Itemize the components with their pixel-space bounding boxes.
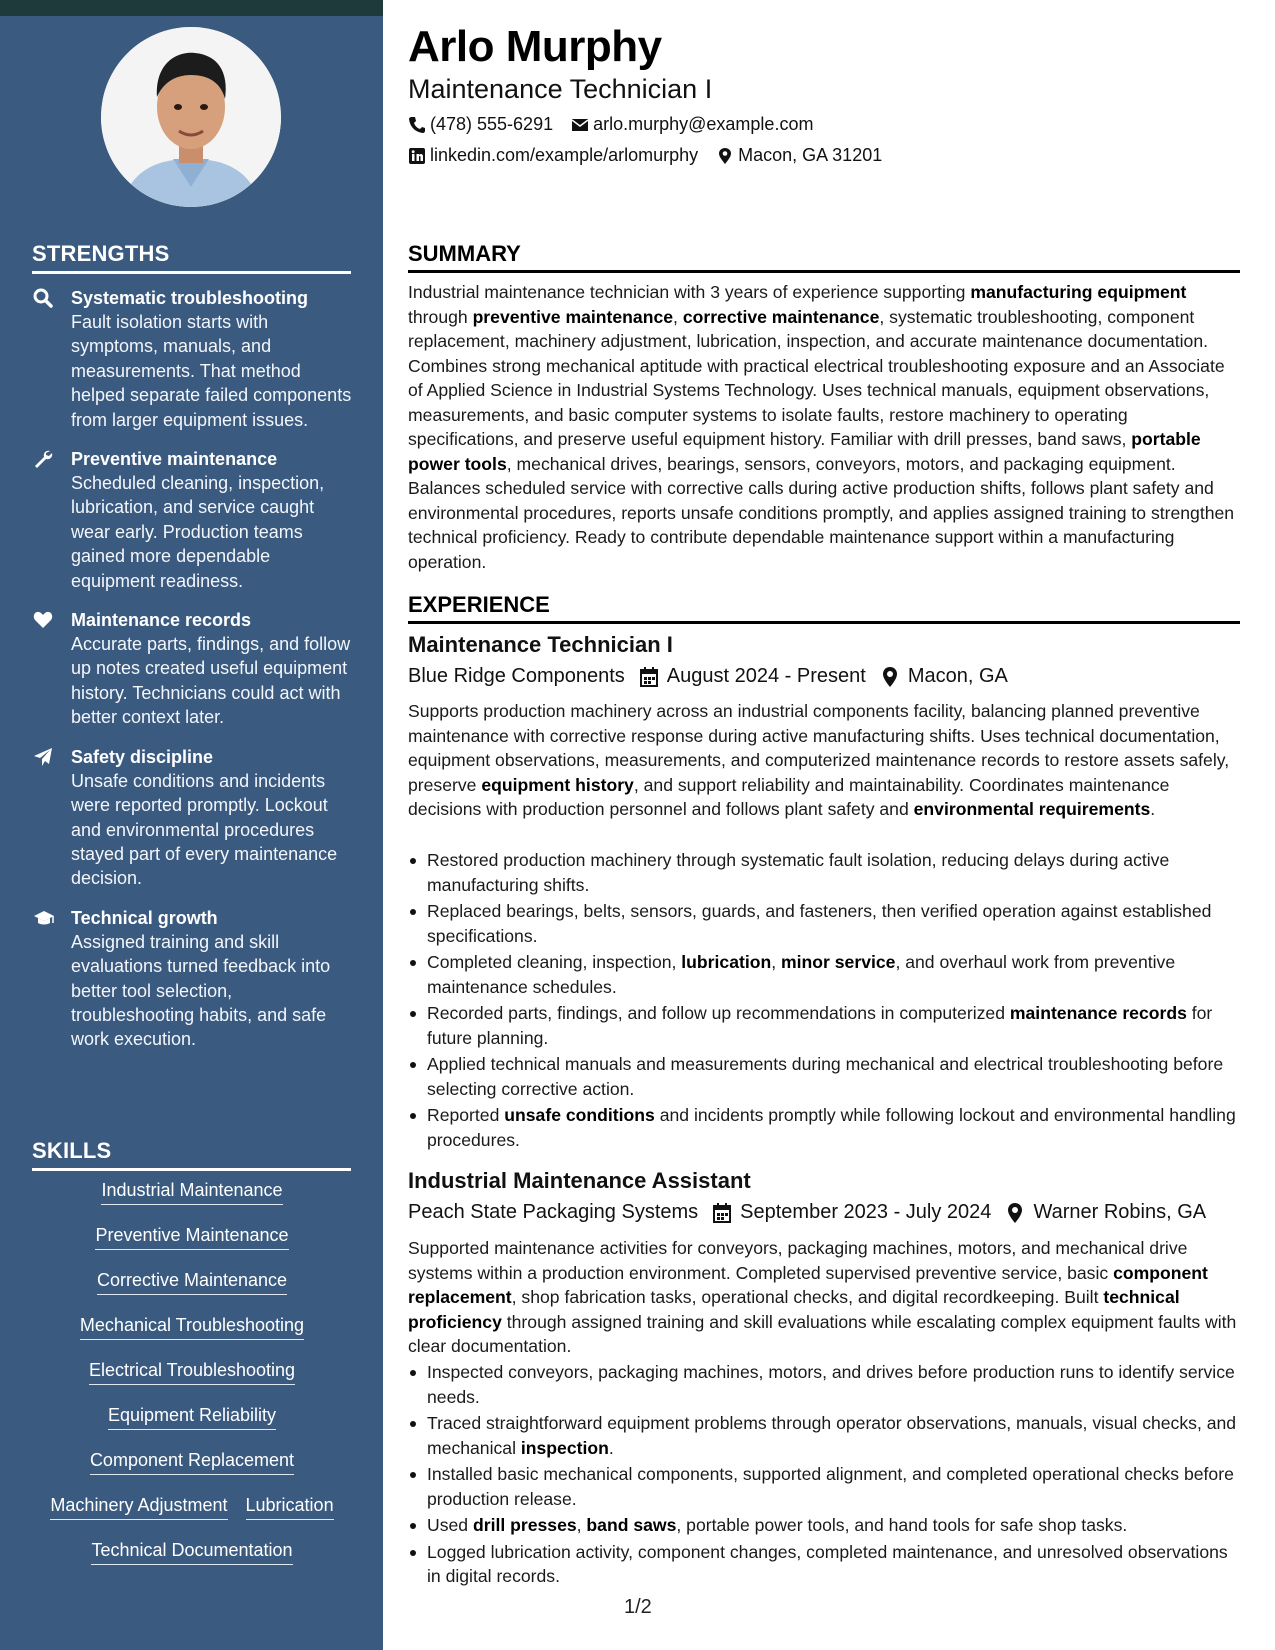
bullet-item: Replaced bearings, belts, sensors, guards, and fasteners, then verified operation against established specifications. xyxy=(408,899,1240,948)
job-title: Industrial Maintenance Assistant xyxy=(408,1168,751,1193)
summary-heading: SUMMARY xyxy=(408,241,1240,273)
bold-phrase: drill presses xyxy=(472,1515,577,1535)
bullet-item: Recorded parts, findings, and follow up recommendations in computerized maintenance records for future planning. xyxy=(408,1001,1240,1050)
candidate-title: Maintenance Technician I xyxy=(408,74,713,104)
bullet-item: Restored production machinery through systematic fault isolation, reducing delays during active manufacturing shifts. xyxy=(408,848,1240,897)
bold-phrase: minor service xyxy=(781,952,896,972)
location-text: Macon, GA 31201 xyxy=(738,145,883,165)
bold-phrase: preventive maintenance xyxy=(472,306,674,327)
job-title: Maintenance Technician I xyxy=(408,632,673,657)
bold-phrase: unsafe conditions xyxy=(504,1105,655,1125)
job-bullets xyxy=(408,848,1240,1154)
strength-title: Maintenance records xyxy=(71,610,252,631)
bullet-item: Traced straightforward equipment problems through operator observations, manuals, visual checks, and mechanical inspection. xyxy=(408,1411,1240,1460)
phone-item xyxy=(408,114,553,135)
sidebar xyxy=(0,0,383,1650)
bold-phrase: maintenance records xyxy=(1009,1003,1187,1023)
wrench-icon xyxy=(33,449,55,469)
bold-phrase: inspection xyxy=(520,1437,609,1458)
bold-phrase: band saws xyxy=(586,1515,677,1535)
strength-title: Technical growth xyxy=(71,907,218,928)
summary-text: Industrial maintenance technician with 3 years of experience supporting manufacturing equipment through preventive maintenance, corrective maintenance, systematic troubleshooting, component replacement, machinery adjustment, lubrication, inspection, and accurate maintenance documentation. Combines strong mechanical aptitude with practical electrical troubleshooting exposure and an Associate of Applied Science in Industrial Systems Technology. Uses technical manuals, equipment observations, measurements, and basic computer systems to isolate faults, restore machinery to operating specifications, and preserve useful equipment history. Familiar with drill presses, band saws, portable power tools, mechanical drives, bearings, sensors, conveyors, motors, and packaging equipment. Balances scheduled service with corrective calls during active production shifts, follows plant safety and environmental procedures, reports unsafe conditions promptly, and applies assigned training to strengthen technical proficiency. Ready to contribute dependable maintenance support within a manufacturing operation. xyxy=(408,282,1235,572)
linkedin-item[interactable] xyxy=(408,145,698,166)
email-item[interactable] xyxy=(571,114,813,135)
bullet-item: Reported unsafe conditions and incidents promptly while following lockout and environmental handling procedures. xyxy=(408,1103,1240,1152)
page-number: 1/2 xyxy=(624,1596,652,1618)
location-item xyxy=(716,145,882,166)
strength-title: Safety discipline xyxy=(71,746,214,767)
candidate-name: Arlo Murphy xyxy=(408,22,662,71)
skill-tag: Equipment Reliability xyxy=(108,1403,276,1430)
job-dates: September 2023 - July 2024 xyxy=(740,1201,992,1223)
strength-item xyxy=(32,447,352,593)
phone-icon xyxy=(408,116,426,134)
bullet-item: Completed cleaning, inspection, lubrication, minor service, and overhaul work from preventive maintenance schedules. xyxy=(408,950,1240,999)
paper-plane-icon xyxy=(33,747,55,767)
strength-description: Accurate parts, findings, and follow up notes created useful equipment history. Technicians could act with better context later. xyxy=(71,634,351,728)
skill-tag: Corrective Maintenance xyxy=(97,1268,287,1295)
linkedin-text: linkedin.com/example/arlomurphy xyxy=(430,145,699,165)
strengths-list xyxy=(32,286,352,1067)
envelope-icon xyxy=(571,116,589,134)
strength-item xyxy=(32,906,352,1052)
job-dates: August 2024 - Present xyxy=(666,665,866,687)
strength-item xyxy=(32,745,352,891)
bold-phrase: portable power tools xyxy=(408,429,1201,474)
job-description: Supported maintenance activities for conveyors, packaging machines, motors, and mechanical drive systems within a production environment. Completed supervised preventive service, basic component replacement, shop fabrication tasks, operational checks, and digital recordkeeping. Built technical proficiency through assigned training and skill evaluations while escalating complex equipment faults with clear documentation. xyxy=(408,1238,1237,1356)
bullet-item: Used drill presses, band saws, portable power tools, and hand tools for safe shop tasks. xyxy=(408,1513,1240,1538)
strength-description: Unsafe conditions and incidents were reported promptly. Lockout and environmental procedures stayed part of every maintenance decision. xyxy=(71,770,338,889)
job-description: Supports production machinery across an industrial components facility, balancing planned preventive maintenance with corrective response during active manufacturing shifts. Uses technical documentation, equipment observations, measurements, and computerized maintenance records to restore assets safely, preserve equipment history, and support reliability and maintainability. Coordinates maintenance decisions with production personnel and follows plant safety and environmental requirements. xyxy=(408,701,1230,819)
calendar-icon xyxy=(712,1202,732,1224)
bullet-item: Applied technical manuals and measurements during mechanical and electrical troubleshooting before selecting corrective action. xyxy=(408,1052,1240,1101)
calendar-icon xyxy=(639,666,659,688)
linkedin-icon xyxy=(408,147,426,165)
strength-description: Assigned training and skill evaluations turned feedback into better tool selection, troubleshooting habits, and safe work execution. xyxy=(71,931,331,1050)
strength-description: Fault isolation starts with symptoms, manuals, and measurements. That method helped separate failed components from larger equipment issues. xyxy=(71,312,352,430)
bullet-item: Installed basic mechanical components, supported alignment, and completed operational checks before production release. xyxy=(408,1462,1240,1511)
skill-tag: Component Replacement xyxy=(90,1448,294,1475)
skill-tag: Preventive Maintenance xyxy=(95,1223,288,1250)
graduation-cap-icon xyxy=(33,908,55,928)
job-company: Blue Ridge Components xyxy=(408,665,625,687)
search-icon xyxy=(33,288,55,308)
map-pin-icon xyxy=(716,147,734,165)
phone-text: (478) 555-6291 xyxy=(430,114,554,134)
skill-tag: Electrical Troubleshooting xyxy=(89,1358,295,1385)
skill-tag: Industrial Maintenance xyxy=(101,1178,282,1205)
bold-phrase: component replacement xyxy=(408,1262,1208,1307)
job-company: Peach State Packaging Systems xyxy=(408,1201,699,1223)
contact-row xyxy=(408,114,831,135)
skills-list xyxy=(32,1178,352,1583)
skills-heading: SKILLS xyxy=(32,1138,351,1171)
experience-heading: EXPERIENCE xyxy=(408,592,1240,624)
map-pin-icon xyxy=(1005,1202,1025,1224)
job-location: Macon, GA xyxy=(907,665,1008,687)
profile-photo xyxy=(101,27,281,207)
skill-tag: Machinery Adjustment xyxy=(50,1493,227,1520)
bullet-item: Logged lubrication activity, component changes, completed maintenance, and unresolved observations in digital records. xyxy=(408,1540,1240,1589)
heart-icon xyxy=(33,610,55,630)
strength-title: Preventive maintenance xyxy=(71,449,278,470)
job-meta xyxy=(408,665,1008,688)
bold-phrase: technical proficiency xyxy=(408,1287,1180,1332)
skill-tag: Lubrication xyxy=(246,1493,334,1520)
strength-title: Systematic troubleshooting xyxy=(71,288,309,308)
strength-description: Scheduled cleaning, inspection, lubrication, and service caught wear early. Production teams gained more dependable equipment readiness. xyxy=(71,473,325,591)
job-bullets xyxy=(408,1360,1240,1591)
map-pin-icon xyxy=(880,666,900,688)
bold-phrase: equipment history xyxy=(481,774,634,795)
bold-phrase: manufacturing equipment xyxy=(970,282,1187,302)
strength-item xyxy=(32,608,352,730)
job-meta xyxy=(408,1201,1206,1224)
bold-phrase: corrective maintenance xyxy=(682,306,880,327)
strength-item xyxy=(32,286,352,432)
skill-tag: Mechanical Troubleshooting xyxy=(80,1313,304,1340)
email-text: arlo.murphy@example.com xyxy=(593,114,814,134)
skill-tag: Technical Documentation xyxy=(91,1538,292,1565)
contact-row-2 xyxy=(408,145,900,166)
job-location: Warner Robins, GA xyxy=(1033,1201,1207,1223)
strengths-heading: STRENGTHS xyxy=(32,241,351,274)
bold-phrase: environmental requirements xyxy=(913,799,1151,819)
bold-phrase: lubrication xyxy=(681,952,772,972)
sidebar-top-bar xyxy=(0,0,383,16)
bullet-item: Inspected conveyors, packaging machines, motors, and drives before production runs to identify service needs. xyxy=(408,1360,1240,1409)
